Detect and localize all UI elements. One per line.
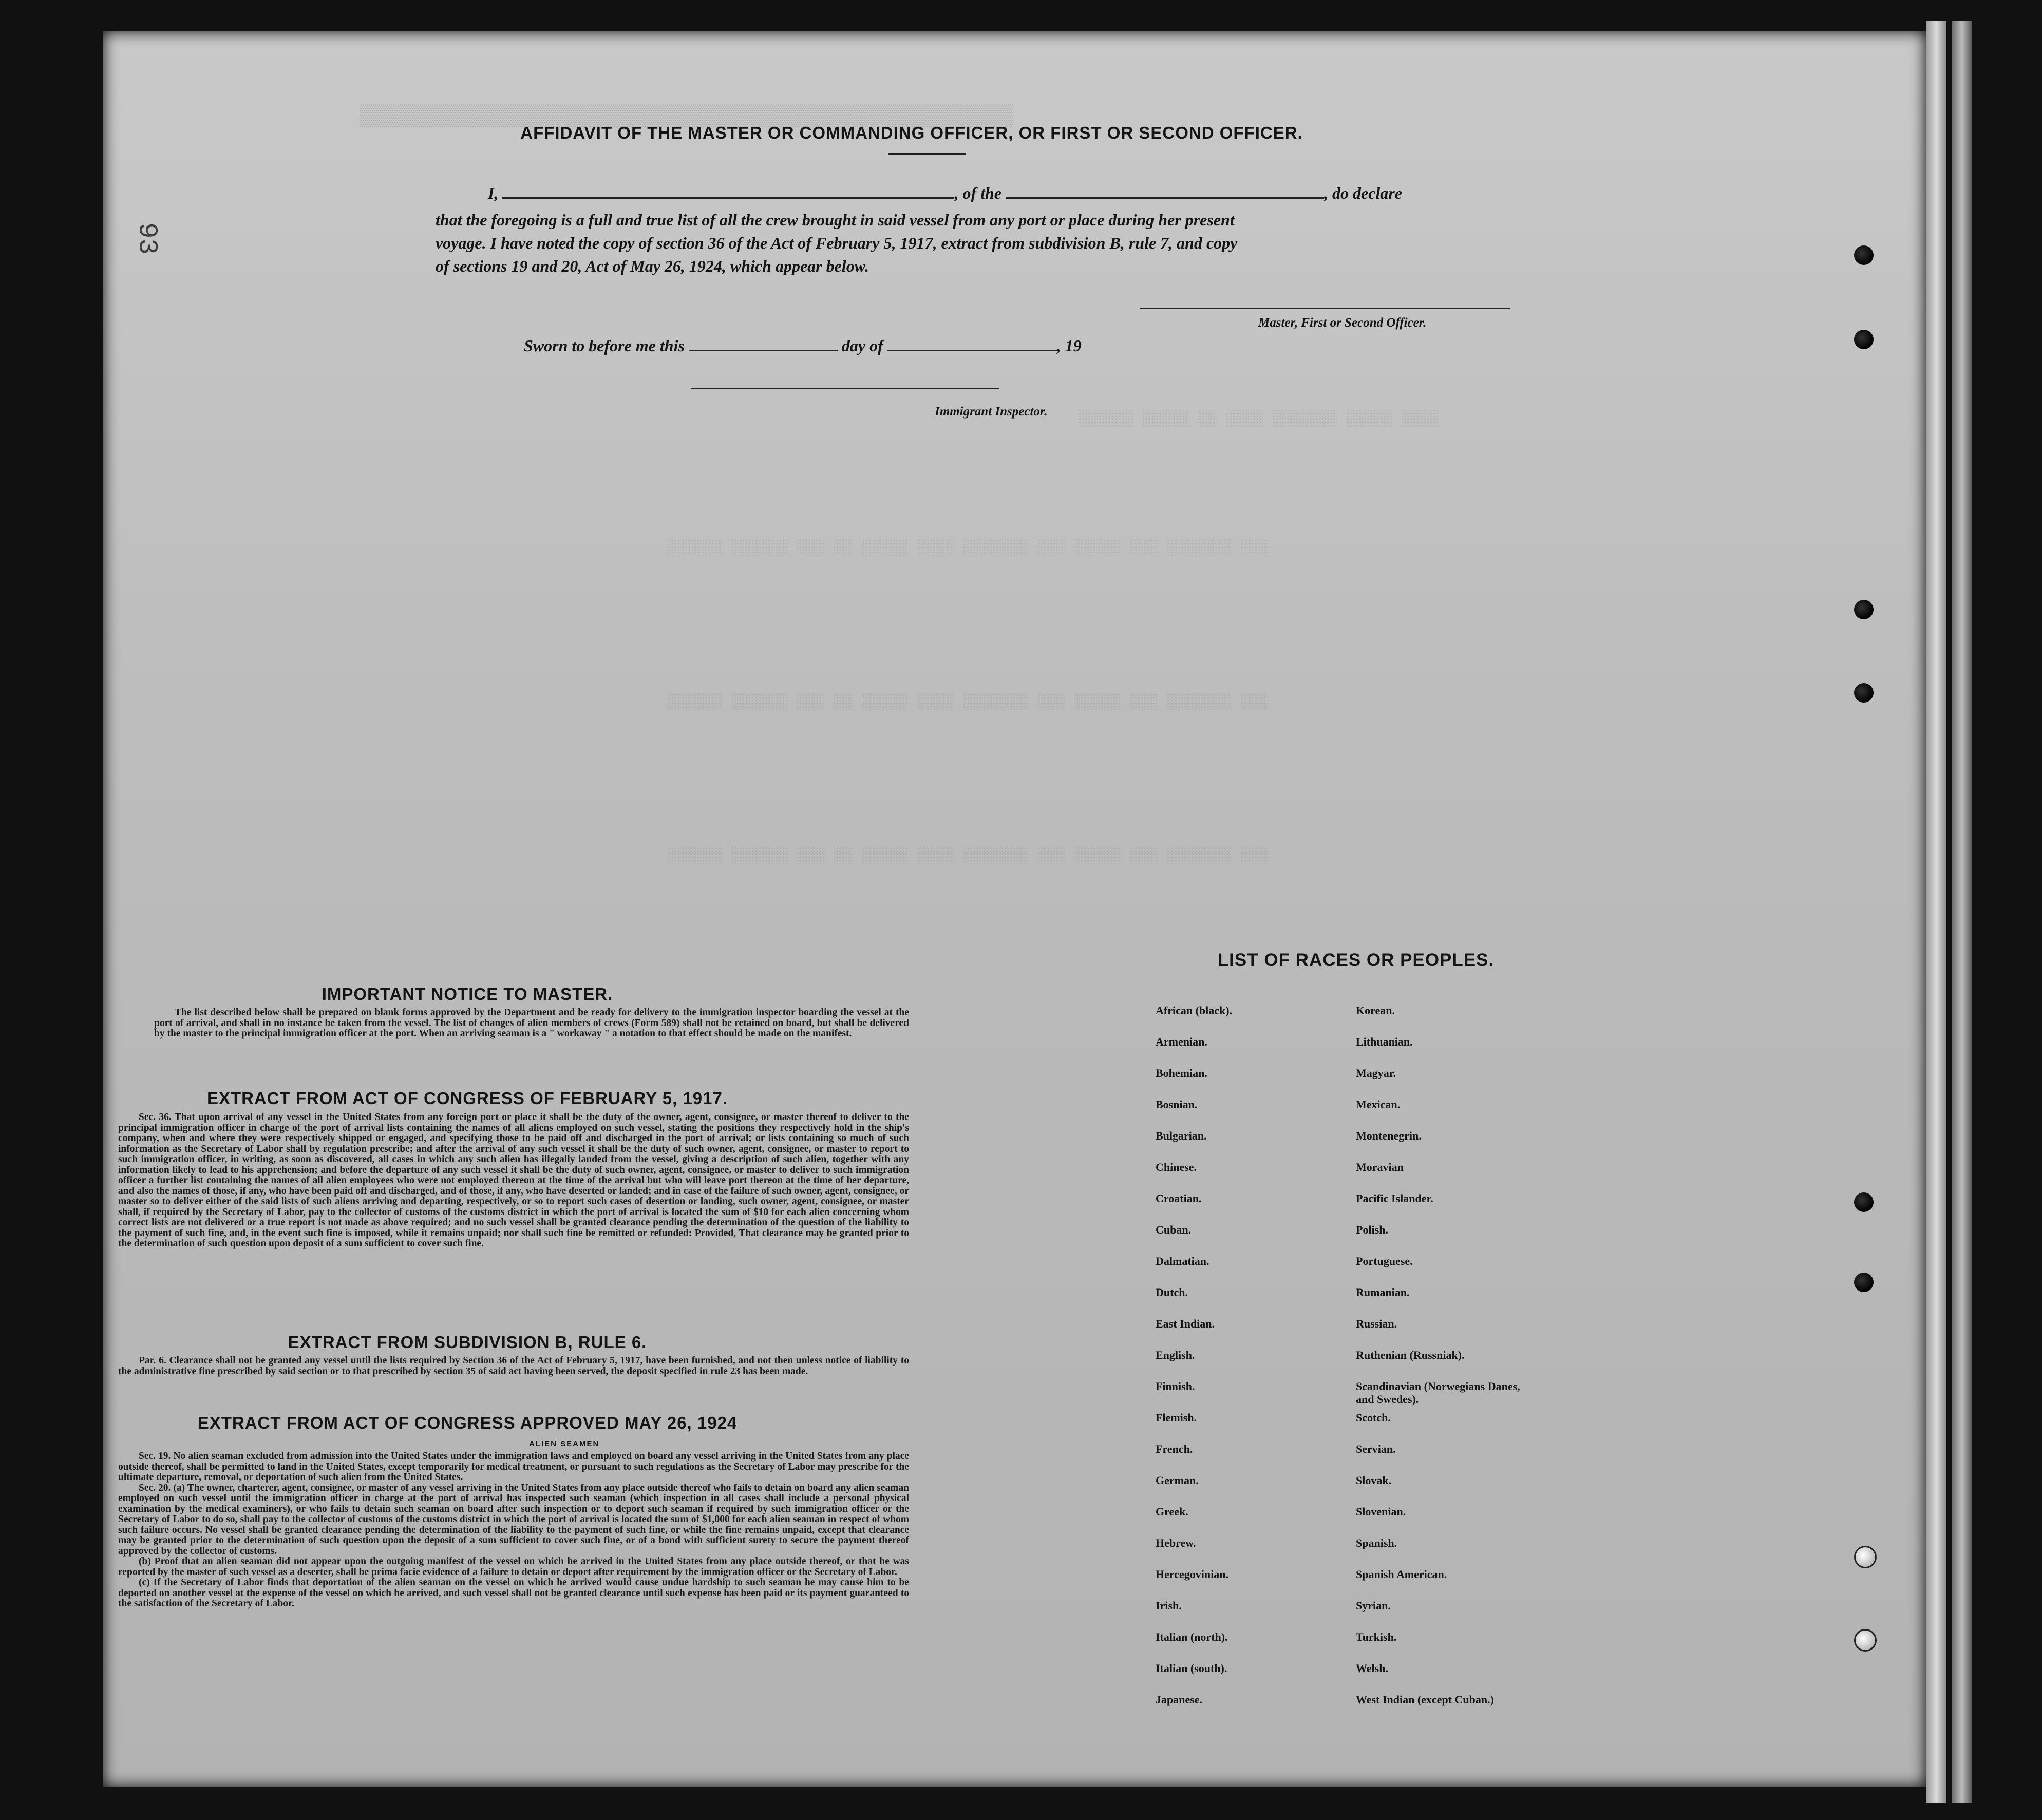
inspector-signature-line[interactable] <box>691 388 999 389</box>
race-item: Greek. <box>1156 1505 1188 1518</box>
race-item: Armenian. <box>1156 1035 1207 1048</box>
inspector-caption: Immigrant Inspector. <box>935 405 1048 419</box>
race-item: Magyar. <box>1356 1067 1396 1079</box>
race-item: Lithuanian. <box>1356 1035 1413 1048</box>
page-edge <box>1926 21 1946 1803</box>
sec20b-paragraph: (b) Proof that an alien seaman did not appear upon the outgoing manifest of the vessel on which he arrived in the United States from any place outside thereof, or that he was reported by the master of such vessel as a deserter, shall be prima facie evidence of a failure to detain or deport after requirement by the immigration officer or the Secretary of Labor. <box>118 1556 909 1578</box>
binder-hole-icon <box>1854 1192 1874 1212</box>
race-item: Japanese. <box>1156 1693 1203 1706</box>
affidavit-of-the-label: , of the <box>954 184 1001 202</box>
race-item: Turkish. <box>1356 1631 1397 1643</box>
binder-hole-icon <box>1854 330 1874 349</box>
extract-rule6-paragraph: Par. 6. Clearance shall not be granted any vessel until the lists required by Section 36 of the Act of February 5, 1917, have been furnished, and not then unless notice of liability to the administrative fine prescribed by said section or to that prescribed by section 35 of said act having been served, the deposit specified in rule 23 has been made. <box>118 1355 909 1377</box>
race-item: African (black). <box>1156 1004 1233 1017</box>
race-item: Dutch. <box>1156 1286 1188 1299</box>
sworn-prefix: Sworn to before me this <box>524 336 685 355</box>
notice-text <box>154 1008 909 1039</box>
race-item: Hebrew. <box>1156 1537 1196 1549</box>
vessel-name-field[interactable] <box>1006 187 1324 199</box>
sworn-day-of-label: day of <box>841 336 883 355</box>
extract-1924-title: EXTRACT FROM ACT OF CONGRESS APPROVED MAY 26, 1924 <box>197 1413 738 1432</box>
affidavit-title: AFFIDAVIT OF THE MASTER OR COMMANDING OFFICER, OR FIRST OR SECOND OFFICER. <box>520 123 1303 142</box>
race-item: Spanish. <box>1356 1537 1397 1549</box>
extract-1917-text <box>118 1112 909 1249</box>
race-item: Mexican. <box>1356 1098 1401 1111</box>
affidavit-line-2: that the foregoing is a full and true list of all the crew brought in said vessel from any port or place during her present <box>436 211 1235 229</box>
binder-hole-icon <box>1854 245 1874 265</box>
extract-rule6-title: EXTRACT FROM SUBDIVISION B, RULE 6. <box>288 1333 647 1352</box>
page-number: 93 <box>131 222 162 255</box>
race-item: Moravian <box>1356 1161 1404 1173</box>
race-item: Irish. <box>1156 1599 1182 1612</box>
signature-caption: Master, First or Second Officer. <box>1258 316 1427 330</box>
race-item: Scandinavian (Norwegians Danes, and Swedes). <box>1356 1380 1520 1406</box>
alien-seamen-subtitle: ALIEN SEAMEN <box>529 1439 600 1448</box>
race-item: Italian (north). <box>1156 1631 1228 1643</box>
affidavit-line-3: voyage. I have noted the copy of section 36 of the Act of February 5, 1917, extract from subdivision B, rule 7, and copy <box>436 234 1238 252</box>
races-right-column <box>1356 1004 1525 1724</box>
sec20c-paragraph: (c) If the Secretary of Labor finds that deportation of the alien seaman on the vessel on which he arrived would cause undue hardship to such seaman he may cause him to be deported on another vessel at the expense of the vessel on which he arrived, and such vessel shall not be granted clearance until such expense has been paid or its payment guaranteed to the satisfaction of the Secretary of Labor. <box>118 1577 909 1609</box>
race-item: Bosnian. <box>1156 1098 1198 1111</box>
race-item: Servian. <box>1356 1443 1396 1455</box>
race-item: Bulgarian. <box>1156 1129 1207 1142</box>
race-item: Rumanian. <box>1356 1286 1410 1299</box>
divider <box>888 153 966 155</box>
binder-hole-icon <box>1854 1546 1877 1568</box>
race-item: Slovak. <box>1356 1474 1392 1487</box>
extract-rule6-text <box>118 1356 909 1377</box>
race-item: Cuban. <box>1156 1223 1192 1236</box>
race-item: Portuguese. <box>1356 1255 1413 1267</box>
race-item: Hercegovinian. <box>1156 1568 1228 1581</box>
race-item: Russian. <box>1356 1317 1397 1330</box>
race-item: German. <box>1156 1474 1199 1487</box>
notice-paragraph: The list described below shall be prepared on blank forms approved by the Department and be ready for delivery to the immigration inspector boarding the vessel at the port of arrival, and shall in no instance be taken from the vessel. The list of changes of alien members of crews (Form 589) shall not be retained on board, but shall be delivered by the master to the principal immigration officer at the port. When an arriving seaman is a " workaway " a notation to that effect should be made on the manifest. <box>154 1007 909 1039</box>
binder-hole-icon <box>1854 600 1874 619</box>
race-item: Flemish. <box>1156 1411 1197 1424</box>
races-left-column <box>1156 1004 1340 1724</box>
bleed-through-text: ░░░░░░ ░░░░░░ ░░░ ░░ ░░░░░ ░░░░ ░░░░░░░ ░░░ ░░░░░ ░░░ ░░░░░░░ ░░░ <box>668 847 1269 865</box>
race-item: English. <box>1156 1349 1195 1361</box>
race-item: Italian (south). <box>1156 1662 1227 1675</box>
race-item: Chinese. <box>1156 1161 1197 1173</box>
race-item: Spanish American. <box>1356 1568 1447 1581</box>
notice-title: IMPORTANT NOTICE TO MASTER. <box>322 984 613 1003</box>
sworn-line <box>524 336 1082 355</box>
extract-1917-title: EXTRACT FROM ACT OF CONGRESS OF FEBRUARY 5, 1917. <box>206 1089 728 1108</box>
race-item: Finnish. <box>1156 1380 1195 1393</box>
sworn-day-field[interactable] <box>689 339 838 351</box>
binder-hole-icon <box>1854 1273 1874 1292</box>
bleed-through-text: ░░░░░░ ░░░░░░ ░░░ ░░ ░░░░░ ░░░░ ░░░░░░░ ░░░ ░░░░░ ░░░ ░░░░░░░ ░░░ <box>668 539 1269 557</box>
affidavit-declare-label: , do declare <box>1324 184 1402 202</box>
race-item: Pacific Islander. <box>1356 1192 1433 1205</box>
race-item: Slovenian. <box>1356 1505 1406 1518</box>
sec19-paragraph: Sec. 19. No alien seaman excluded from admission into the United States under the immigration laws and employed on board any vessel arriving in the United States from any place outside thereof, shall be permitted to land in the United States, except temporarily for medical treatment, or pursuant to such regulations as the Secretary of Labor may prescribe for the ultimate departure, removal, or deportation of such alien from the United States. <box>118 1451 909 1483</box>
races-title: LIST OF RACES OR PEOPLES. <box>1217 950 1495 970</box>
signature-line[interactable] <box>1140 308 1510 309</box>
affidavit-line-1 <box>488 184 1402 203</box>
bleed-through-text: ░░░░░░ ░░░░░ ░░ ░░░░ ░░░░░░░ ░░░░░ ░░░░ <box>1079 411 1440 428</box>
race-item: East Indian. <box>1156 1317 1215 1330</box>
race-item: French. <box>1156 1443 1193 1455</box>
race-item: Dalmatian. <box>1156 1255 1209 1267</box>
sworn-year-label: , 19 <box>1056 336 1082 355</box>
race-item: Polish. <box>1356 1223 1388 1236</box>
race-item: Korean. <box>1356 1004 1395 1017</box>
race-item: West Indian (except Cuban.) <box>1356 1693 1494 1706</box>
race-item: Ruthenian (Russniak). <box>1356 1349 1465 1361</box>
master-name-field[interactable] <box>502 187 954 199</box>
race-item: Welsh. <box>1356 1662 1388 1675</box>
affidavit-i-label: I, <box>488 184 499 202</box>
binder-hole-icon <box>1854 1629 1877 1652</box>
binder-hole-icon <box>1854 683 1874 703</box>
bleed-through-text: ▒▒▒▒▒▒▒▒▒▒▒▒▒▒▒▒▒▒▒▒▒▒▒▒▒▒▒▒▒▒▒▒▒▒▒▒▒▒▒▒▒▒▒▒▒▒▒▒▒▒▒▒▒ <box>360 105 1013 128</box>
sworn-month-field[interactable] <box>887 339 1057 351</box>
affidavit-line-4: of sections 19 and 20, Act of May 26, 1924, which appear below. <box>436 257 869 275</box>
race-item: Scotch. <box>1356 1411 1391 1424</box>
bleed-through-text: ░░░░░░ ░░░░░░ ░░░ ░░ ░░░░░ ░░░░ ░░░░░░░ ░░░ ░░░░░ ░░░ ░░░░░░░ ░░░ <box>668 693 1269 711</box>
race-item: Croatian. <box>1156 1192 1202 1205</box>
race-item: Syrian. <box>1356 1599 1391 1612</box>
race-item: Bohemian. <box>1156 1067 1207 1079</box>
race-item: Montenegrin. <box>1356 1129 1422 1142</box>
page-edge <box>1952 21 1972 1803</box>
extract-1917-paragraph: Sec. 36. That upon arrival of any vessel in the United States from any foreign port or place it shall be the duty of the owner, agent, consignee, or master thereof to deliver to the principal immigration officer in charge of the port of arrival lists containing the names of all aliens employed on such vessel, stating the positions they respectively hold in the ship's company, when and where they were respectively shipped or engaged, and specifying those to be paid off and discharged in the port of arrival; or lists containing so much of such information as the Secretary of Labor shall by regulation prescribe; and after the arrival of any such vessel it shall be the duty of such owner, agent, consignee, or master to report to such immigration officer, in writing, as soon as discovered, all cases in which any such alien has illegally landed from the vessel, giving a description of such alien, together with any information likely to lead to his apprehension; and before the departure of any such vessel it shall be the duty of such owner, agent, consignee, or master to deliver to such immigration officer a further list containing the names of all alien employees who were not employed thereon at the time of the arrival but who will leave port thereon at the time of her departure, and also the names of those, if any, who have been paid off and discharged, and of those, if any, who have deserted or landed; and in case of the failure of such owner, agent, consignee, or master so to deliver either of the said lists of such aliens arriving and departing, respectively, or so to report such cases of desertion or landing, such owner, agent, consignee, or master shall, if required by the Secretary of Labor, pay to the collector of customs of the customs district in which the port of arrival is located the sum of $10 for each alien concerning whom correct lists are not delivered or a true report is not made as above required; and no such vessel shall be granted clearance pending the determination of the question of the liability to the payment of such fine, and, in the event such fine is imposed, while it remains unpaid; nor shall such fine be remitted or refunded: Provided, That clearance may be granted prior to the determination of such question upon deposit of a sum sufficient to cover such fine. <box>118 1112 909 1249</box>
sec20-paragraph: Sec. 20. (a) The owner, charterer, agent, consignee, or master of any vessel arriving in the United States from any place outside thereof who fails to detain on board any alien seaman employed on such vessel until the immigration officer in charge at the port of arrival has inspected such seaman (which inspection in all cases shall include a personal physical examination by the medical examiners), or who fails to detain such seaman on board after such inspection or to deport such seaman if required by such immigration officer or the Secretary of Labor to do so, shall pay to the collector of customs of the customs district in which the port of arrival is located the sum of $1,000 for each alien seaman in respect of whom such failure occurs. No vessel shall be granted clearance pending the determination of the liability to the payment of such fine, or while the fine remains unpaid, except that clearance may be granted prior to the determination of such question upon the deposit of a sum sufficient to cover such fine, or of a bond with sufficient surety to secure the payment thereof approved by the collector of customs. <box>118 1482 909 1557</box>
extract-1924-text <box>118 1451 909 1609</box>
